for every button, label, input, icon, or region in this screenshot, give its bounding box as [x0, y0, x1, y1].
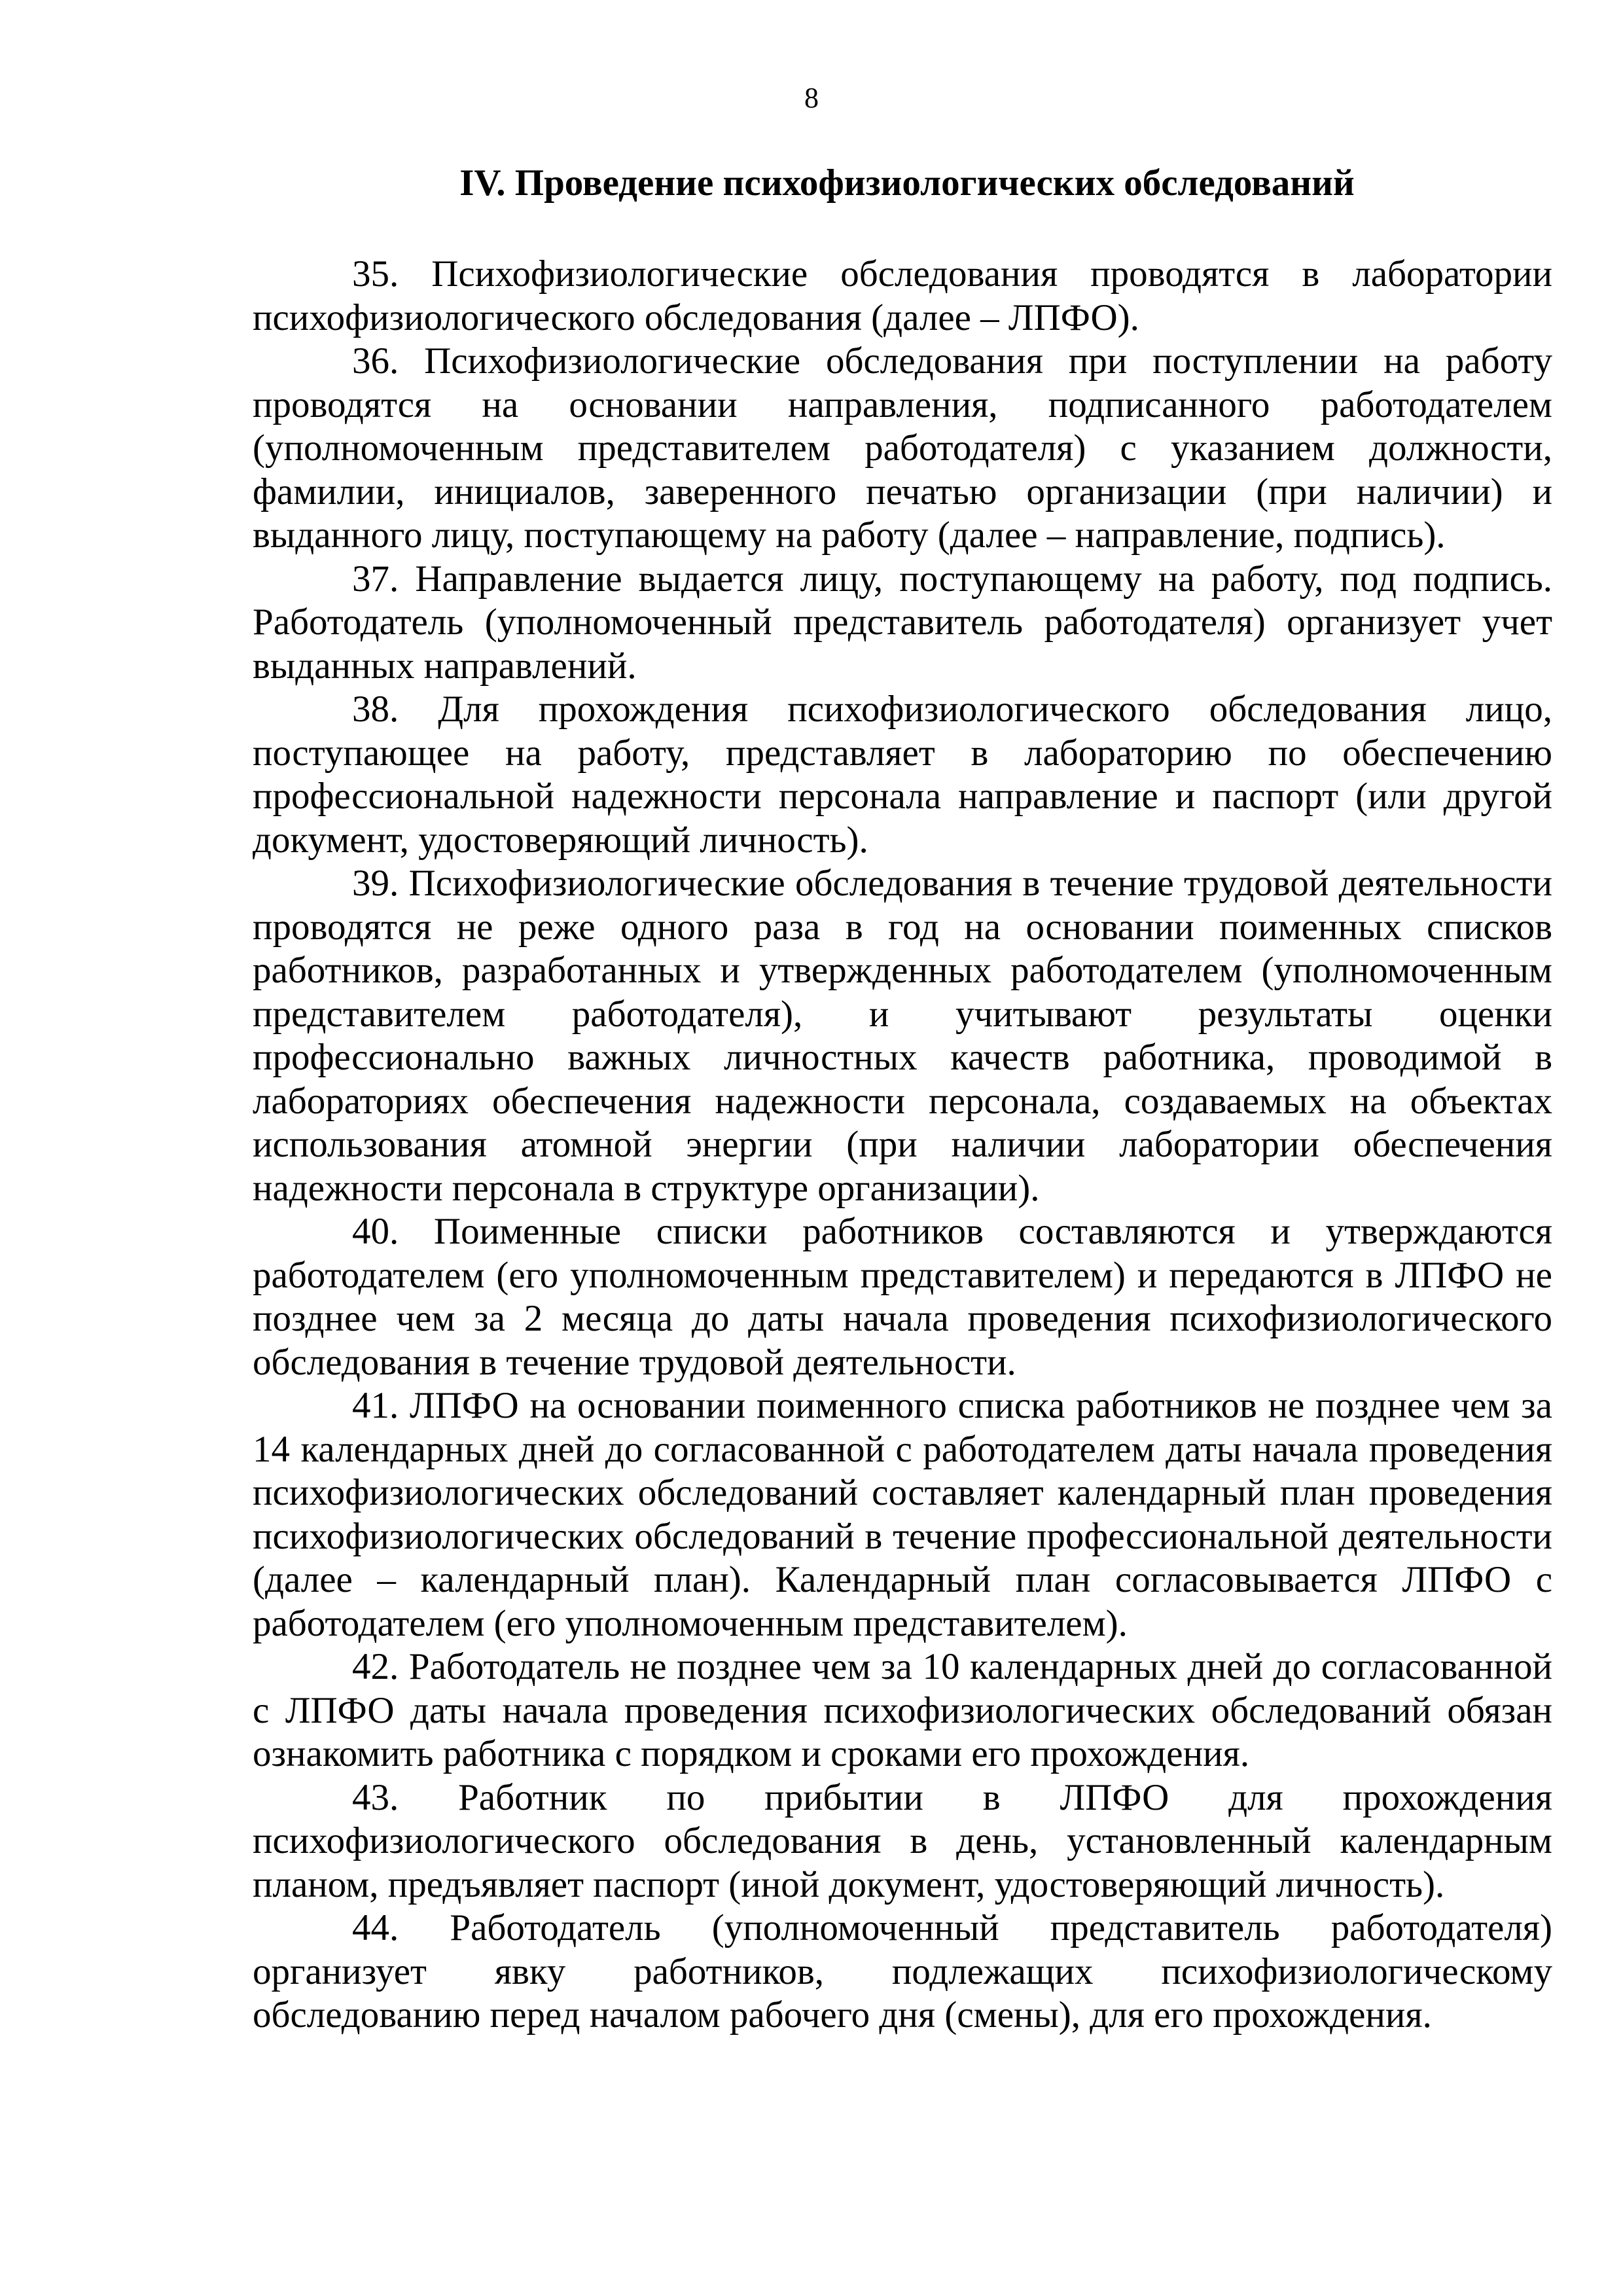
- paragraph-44: 44. Работодатель (уполномоченный представитель работодателя) организует явку работников, подлежащих психофизиологическому обследованию перед началом рабочего дня (смены), для его прохождения.: [253, 1907, 1552, 2036]
- paragraph-39: 39. Психофизиологические обследования в течение трудовой деятельности проводятся не реже одного раза в год на основании поименных списков работников, разработанных и утвержденных работодателем (уполномоченным представителем работодателя), и учитывают результаты оценки профессионально важных личностных качеств работника, проводимой в лабораториях обеспечения надежности персонала, создаваемых на объектах использования атомной энергии (при наличии лаборатории обеспечения надежности персонала в структуре организации).: [253, 863, 1552, 1209]
- section-title: IV. Проведение психофизиологических обследований: [459, 162, 1355, 204]
- paragraph-42: 42. Работодатель не позднее чем за 10 календарных дней до согласованной с ЛПФО даты начала проведения психофизиологических обследований обязан ознакомить работника с порядком и сроками его прохождения.: [253, 1646, 1552, 1774]
- paragraph-40: 40. Поименные списки работников составляются и утверждаются работодателем (его уполномоченным представителем) и передаются в ЛПФО не позднее чем за 2 месяца до даты начала проведения психофизиологического обследования в течение трудовой деятельности.: [253, 1211, 1552, 1383]
- paragraph-37: 37. Направление выдается лицу, поступающему на работу, под подпись. Работодатель (уполномоченный представитель работодателя) организует учет выданных направлений.: [253, 558, 1552, 687]
- paragraph-36: 36. Психофизиологические обследования при поступлении на работу проводятся на основании направления, подписанного работодателем (уполномоченным представителем работодателя) с указанием должности, фамилии, инициалов, заверенного печатью организации (при наличии) и выданного лицу, поступающему на работу (далее – направление, подпись).: [253, 340, 1552, 556]
- paragraph-35: 35. Психофизиологические обследования проводятся в лаборатории психофизиологического обследования (далее – ЛПФО).: [253, 253, 1552, 338]
- document-body: [253, 253, 1552, 2037]
- paragraph-41: 41. ЛПФО на основании поименного списка работников не позднее чем за 14 календарных дней до согласованной с работодателем даты начала проведения психофизиологических обследований составляет календарный план проведения психофизиологических обследований в течение профессиональной деятельности (далее – календарный план). Календарный план согласовывается ЛПФО с работодателем (его уполномоченным представителем).: [253, 1385, 1552, 1644]
- page-number: 8: [804, 82, 819, 114]
- paragraph-38: 38. Для прохождения психофизиологического обследования лицо, поступающее на работу, представляет в лабораторию по обеспечению профессиональной надежности персонала направление и паспорт (или другой документ, удостоверяющий личность).: [253, 689, 1552, 861]
- paragraph-43: 43. Работник по прибытии в ЛПФО для прохождения психофизиологического обследования в день, установленный календарным планом, предъявляет паспорт (иной документ, удостоверяющий личность).: [253, 1776, 1552, 1905]
